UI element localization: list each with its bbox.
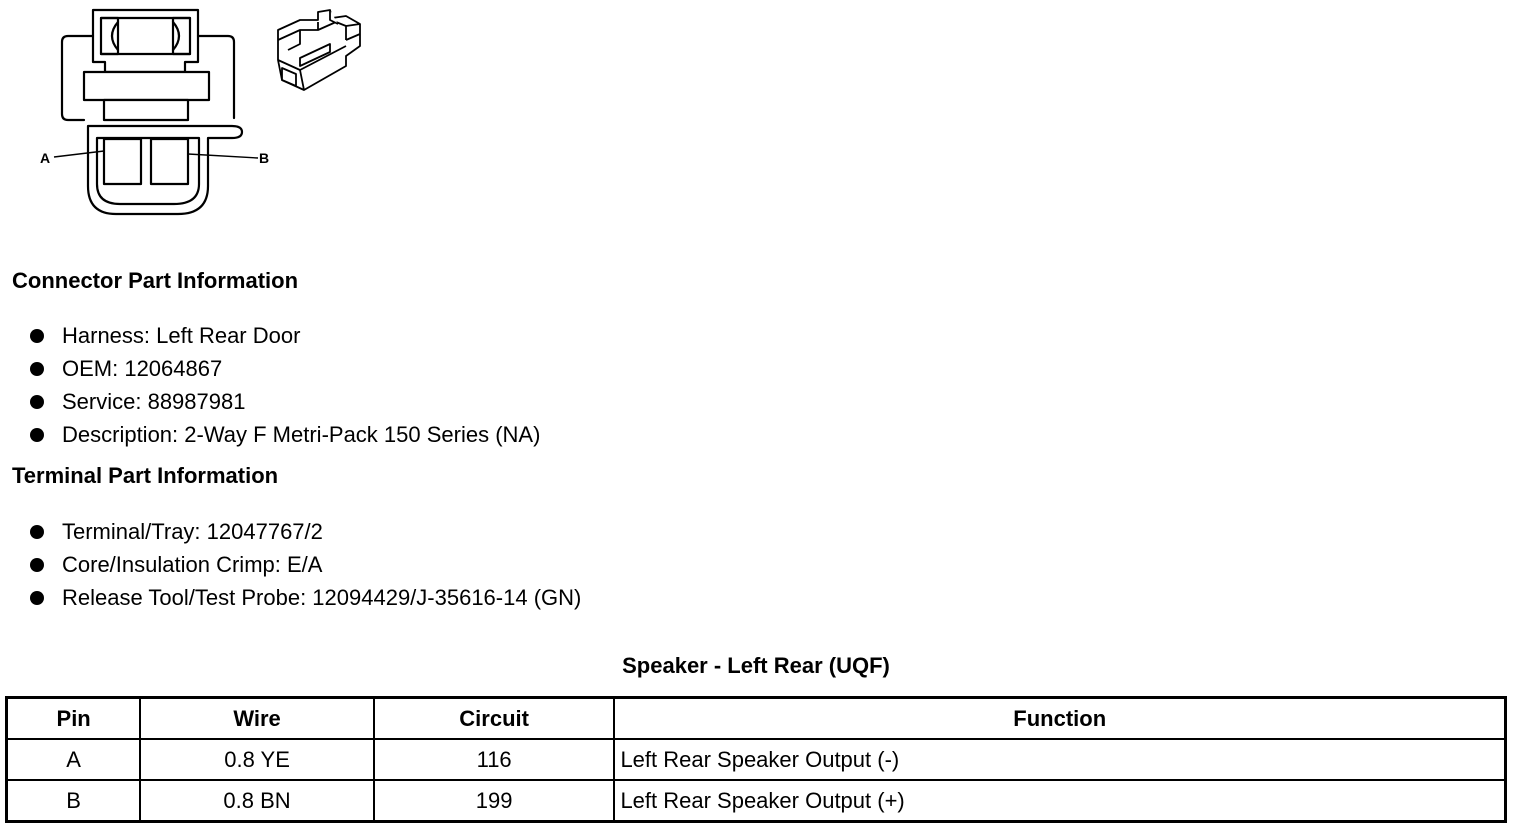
list-item <box>0 352 540 385</box>
bullet-icon <box>30 525 44 539</box>
terminal-part-list <box>0 515 581 614</box>
cell-circuit: 116 <box>374 739 615 780</box>
header-circuit: Circuit <box>374 698 615 740</box>
header-wire: Wire <box>140 698 374 740</box>
header-pin: Pin <box>7 698 141 740</box>
cell-circuit: 199 <box>374 780 615 822</box>
cell-wire: 0.8 YE <box>140 739 374 780</box>
connector-description: Description: 2-Way F Metri-Pack 150 Series (NA) <box>62 422 541 447</box>
pin-table <box>5 696 1507 823</box>
connector-harness: Harness: Left Rear Door <box>62 323 301 348</box>
cell-pin: B <box>7 780 141 822</box>
pin-a-label: A <box>40 150 51 166</box>
table-row <box>7 780 1506 822</box>
table-header-row <box>7 698 1506 740</box>
cell-wire: 0.8 BN <box>140 780 374 822</box>
cell-function: Left Rear Speaker Output (+) <box>614 780 1505 822</box>
connector-oem: OEM: 12064867 <box>62 356 223 381</box>
pin-b-label: B <box>259 150 270 166</box>
connector-service: Service: 88987981 <box>62 389 246 414</box>
bullet-icon <box>30 362 44 376</box>
bullet-icon <box>30 591 44 605</box>
bullet-icon <box>30 558 44 572</box>
list-item <box>0 515 581 548</box>
list-item <box>0 418 540 451</box>
connector-face-diagram <box>0 0 380 225</box>
connector-part-title: Connector Part Information <box>12 268 299 293</box>
list-item <box>0 548 581 581</box>
connector-part-list <box>0 319 540 451</box>
list-item <box>0 319 540 352</box>
bullet-icon <box>30 395 44 409</box>
pin-table-title: Speaker - Left Rear (UQF) <box>622 653 890 678</box>
table-row <box>7 739 1506 780</box>
terminal-crimp: Core/Insulation Crimp: E/A <box>62 552 323 577</box>
terminal-release-tool: Release Tool/Test Probe: 12094429/J-35616-14 (GN) <box>62 585 582 610</box>
cell-pin: A <box>7 739 141 780</box>
bullet-icon <box>30 329 44 343</box>
bullet-icon <box>30 428 44 442</box>
cell-function: Left Rear Speaker Output (-) <box>614 739 1505 780</box>
list-item <box>0 385 540 418</box>
terminal-tray: Terminal/Tray: 12047767/2 <box>62 519 323 544</box>
list-item <box>0 581 581 614</box>
terminal-part-title: Terminal Part Information <box>12 463 279 488</box>
header-function: Function <box>614 698 1505 740</box>
